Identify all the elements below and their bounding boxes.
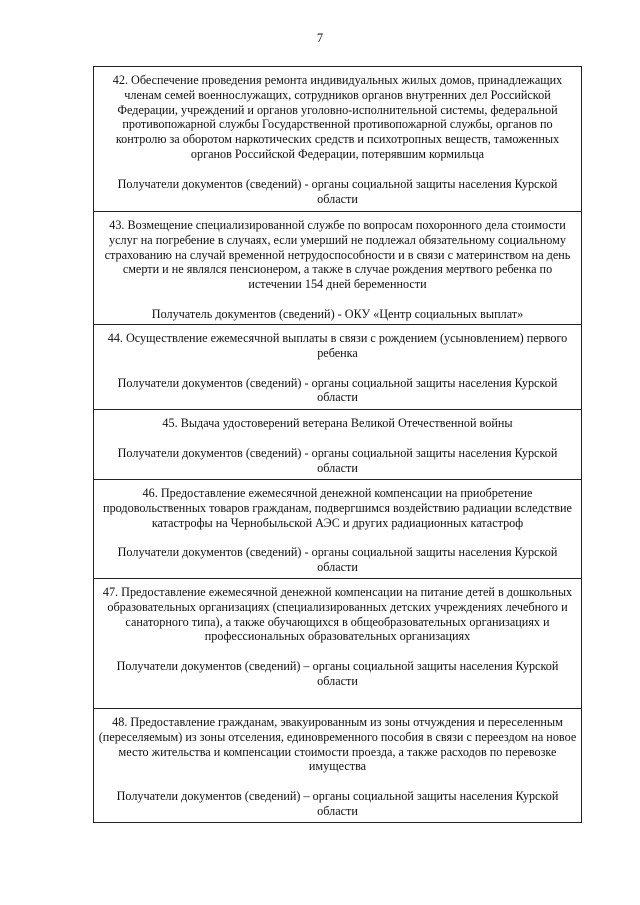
- document-recipient: Получатели документов (сведений) - органы социальной защиты населения Курской области: [117, 445, 558, 475]
- table-row: [94, 212, 581, 325]
- document-recipient: Получатели документов (сведений) - органы социальной защиты населения Курской области: [117, 375, 558, 405]
- service-title: 48. Предоставление гражданам, эвакуированным из зоны отчуждения и переселенным (переселяемым) из зоны отселения, единовременного пособия в связи с переездом на новое место жительства и компенсации стоимости проезда, а также расходов по перевозке имущества: [98, 715, 577, 774]
- table-row: [94, 579, 581, 709]
- document-recipient: Получатели документов (сведений) - органы социальной защиты населения Курской области: [117, 545, 558, 575]
- page-number: 7: [316, 31, 324, 45]
- document-recipient: Получатели документов (сведений) – органы социальной защиты населения Курской области: [116, 659, 559, 688]
- service-title: 47. Предоставление ежемесячной денежной компенсации на питание детей в дошкольных образовательных организациях (специализированных детских учреждениях лечебного и санаторного типа), а также обучающихся в общеобразовательных организациях и профессиональных образовательных организациях: [102, 585, 573, 644]
- document-recipient: Получатель документов (сведений) - ОКУ «Центр социальных выплат»: [151, 306, 524, 321]
- service-title: 45. Выдача удостоверений ветерана Великой Отечественной войны: [162, 416, 513, 430]
- table-row: [94, 325, 581, 410]
- document-recipient: Получатели документов (сведений) - органы социальной защиты населения Курской области: [117, 176, 558, 206]
- table-row: [94, 480, 581, 579]
- service-title: 43. Возмещение специализированной службе по вопросам похоронного дела стоимости услуг на погребение в случаях, если умерший не подлежал обязательному социальному страхованию на случай временной нетрудоспособности и в связи с материнством на день смерти и не являлся пенсионером, а также в случае рождения мертвого ребенка по истечении 154 дней беременности: [104, 218, 571, 292]
- table-row: [94, 709, 581, 823]
- service-title: 42. Обеспечение проведения ремонта индивидуальных жилых домов, принадлежащих членам семей военнослужащих, сотрудников органов внутренних дел Российской Федерации, учреждений и органов уголовно-исполнительной системы, федеральной противопожарной службы Государственной противопожарной службы, органов по контролю за оборотом наркотических средств и психотропных веществ, таможенных органов Российской Федерации, потерявшим кормильца: [112, 73, 563, 161]
- table-row: [94, 67, 581, 212]
- service-title: 46. Предоставление ежемесячной денежной компенсации на приобретение продовольственных товаров гражданам, подвергшимся воздействию радиации вследствие катастрофы на Чернобыльской АЭС и других радиационных катастроф: [103, 486, 572, 530]
- service-title: 44. Осуществление ежемесячной выплаты в связи с рождением (усыновлением) первого ребенка: [107, 331, 568, 360]
- table-row: [94, 410, 581, 480]
- services-table: [93, 66, 582, 823]
- document-recipient: Получатели документов (сведений) – органы социальной защиты населения Курской области: [116, 789, 559, 818]
